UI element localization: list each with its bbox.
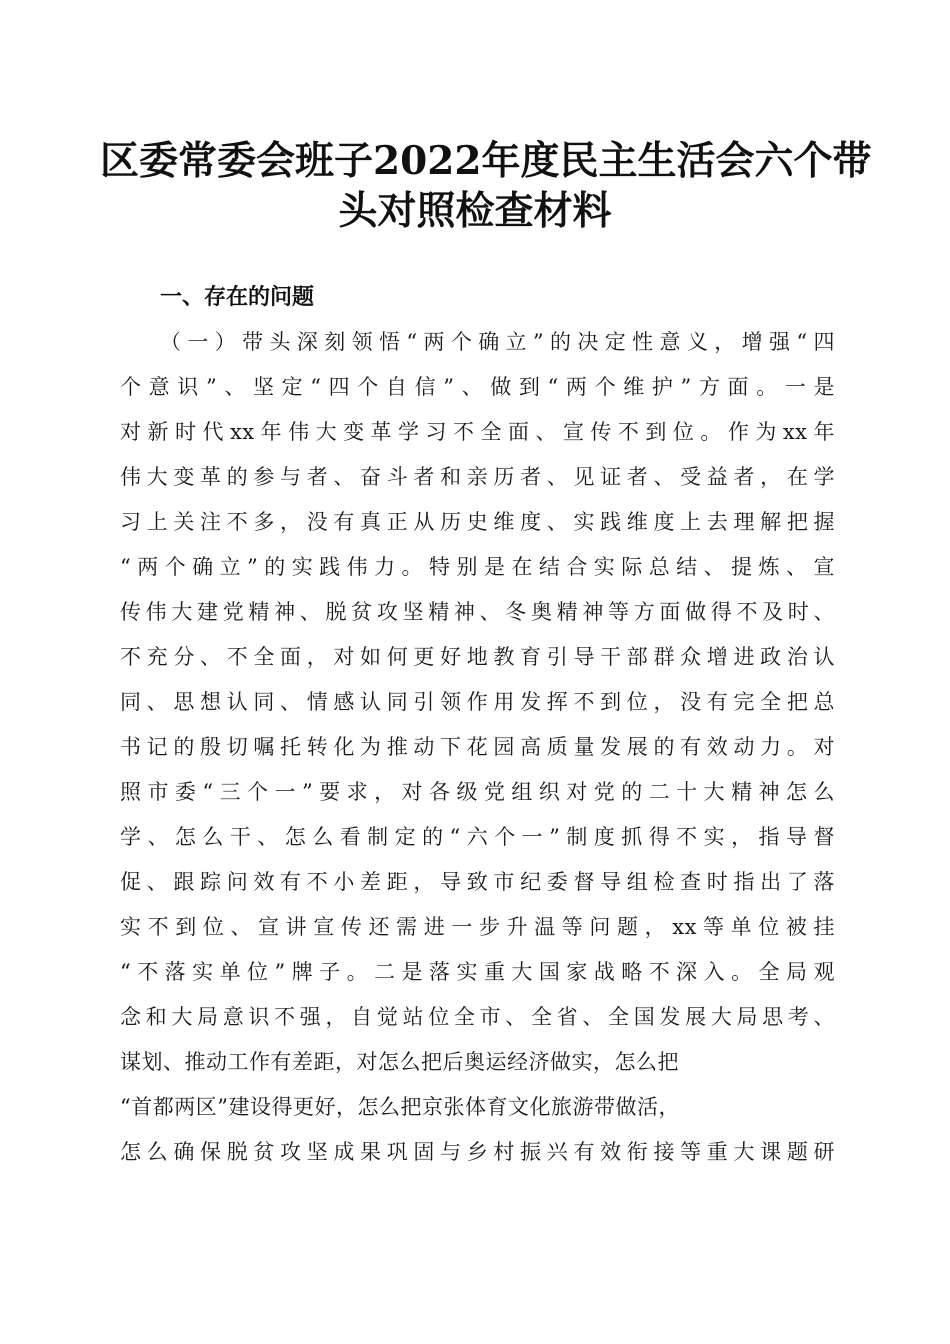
- body-line: 同、思想认同、情感认同引领作用发挥不到位，没有完全把总: [120, 690, 835, 714]
- title-line-1: 区委常委会班子2022年度民主生活会六个带: [100, 138, 872, 184]
- body-line: “首都两区”建设得更好，怎么把京张体育文化旅游带做活，: [120, 1095, 680, 1119]
- body-line: 传伟大建党精神、脱贫攻坚精神、冬奥精神等方面做得不及时、: [120, 600, 835, 624]
- body-line: 伟大变革的参与者、奋斗者和亲历者、见证者、受益者，在学: [120, 465, 835, 489]
- body-line: 念和大局意识不强，自觉站位全市、全省、全国发展大局思考、: [120, 1005, 835, 1029]
- body-line: 习上关注不多，没有真正从历史维度、实践维度上去理解把握: [120, 510, 835, 534]
- title-line-2: 头对照检查材料: [338, 188, 612, 234]
- body-line: 照市委“三个一”要求，对各级党组织对党的二十大精神怎么: [120, 780, 835, 804]
- body-line: 促、跟踪问效有不小差距，导致市纪委督导组检查时指出了落: [120, 870, 835, 894]
- body-line: 学、怎么干、怎么看制定的“六个一”制度抓得不实，指导督: [120, 825, 835, 849]
- body-line: 实不到位、宣讲宣传还需进一步升温等问题，xx等单位被挂: [120, 915, 835, 939]
- body-line: （一）带头深刻领悟“两个确立”的决定性意义，增强“四: [160, 330, 835, 354]
- body-line: 对新时代xx年伟大变革学习不全面、宣传不到位。作为xx年: [120, 420, 835, 444]
- section-heading: 一、存在的问题: [160, 285, 315, 310]
- body-line: 谋划、推动工作有差距，对怎么把后奥运经济做实，怎么把: [120, 1050, 679, 1074]
- body-line: 书记的殷切嘱托转化为推动下花园高质量发展的有效动力。对: [120, 735, 835, 759]
- body-text: [120, 320, 835, 1175]
- document-title: [100, 136, 872, 236]
- body-line: 怎么确保脱贫攻坚成果巩固与乡村振兴有效衔接等重大课题研: [120, 1140, 835, 1164]
- body-line: 不充分、不全面，对如何更好地教育引导干部群众增进政治认: [120, 645, 835, 669]
- body-line: “两个确立”的实践伟力。特别是在结合实际总结、提炼、宣: [120, 555, 835, 579]
- body-line: “不落实单位”牌子。二是落实重大国家战略不深入。全局观: [120, 960, 835, 984]
- body-line: 个意识”、坚定“四个自信”、做到“两个维护”方面。一是: [120, 375, 835, 399]
